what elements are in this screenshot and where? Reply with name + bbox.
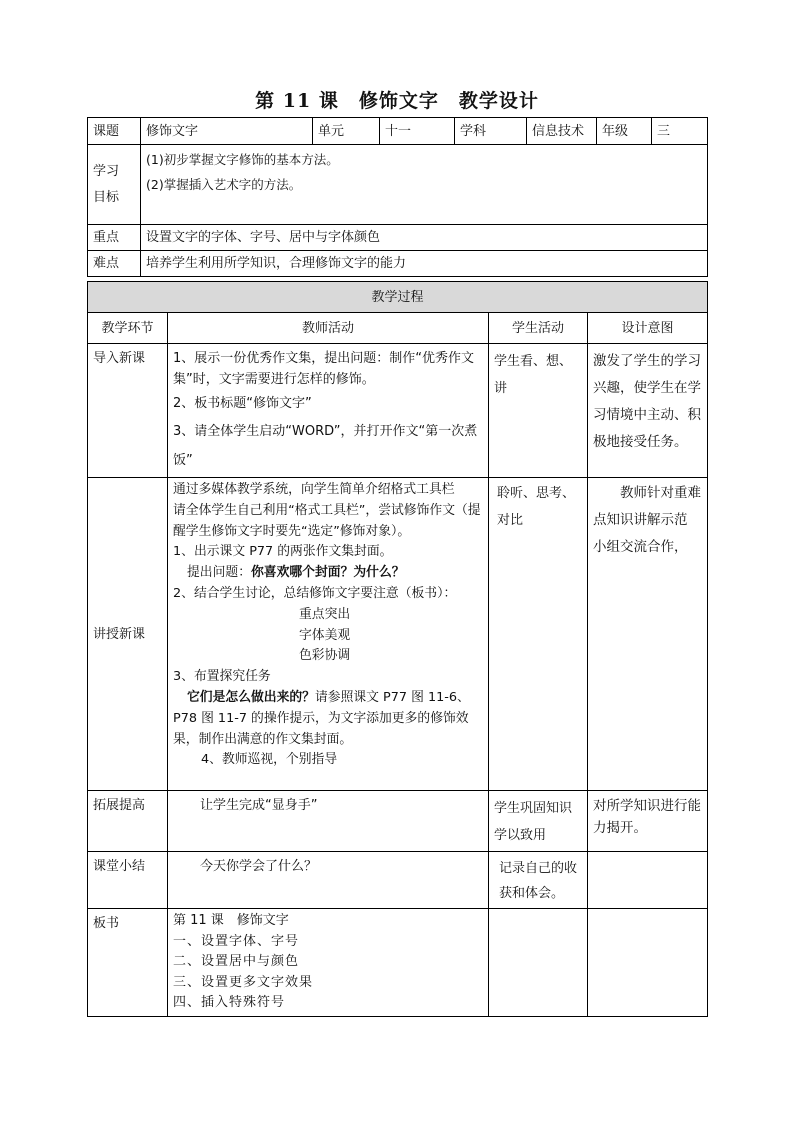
teacher-step: 1、展示一份优秀作文集，提出问题：制作“优秀作文集”时，文字需要进行怎样的修饰。	[173, 351, 475, 387]
summary-row	[88, 852, 708, 909]
design-intent: 对所学知识进行能力揭开。	[588, 791, 708, 852]
objectives-row	[88, 145, 708, 225]
column-header: 教学环节	[88, 313, 168, 344]
board-line: 二、设置居中与颜色	[173, 954, 300, 969]
topic-value: 修饰文字	[141, 118, 313, 145]
teacher-activity: 让学生完成“显身手”	[168, 791, 489, 852]
objectives-cell	[141, 145, 708, 225]
key-point-value: 设置文字的字体、字号、居中与字体颜色	[141, 225, 708, 251]
stage-label: 板书	[88, 909, 168, 1017]
board-line: 三、设置更多文字效果	[173, 974, 314, 990]
board-line: 四、插入特殊符号	[173, 995, 286, 1010]
document-title: 第 11 课 修饰文字 教学设计	[255, 90, 539, 112]
board-content	[168, 909, 489, 1017]
column-header: 设计意图	[588, 313, 708, 344]
teacher-activity: 今天你学会了什么？	[168, 852, 489, 909]
teacher-step	[173, 563, 483, 584]
teacher-step: 2、结合学生讨论，总结修饰文字要注意（板书）：	[173, 585, 457, 601]
teacher-step: 1、出示课文 P77 的两张作文集封面。	[173, 544, 393, 560]
grade-label: 年级	[597, 118, 652, 145]
topic-label: 课题	[88, 118, 141, 145]
board-line: 第 11 课 修饰文字	[173, 913, 289, 928]
teacher-activity	[168, 344, 489, 478]
question-text: 你喜欢哪个封面？为什么？	[250, 565, 405, 581]
student-activity: 记录自己的收获和体会。	[489, 852, 588, 909]
stage-label: 讲授新课	[88, 478, 168, 791]
intro-row	[88, 344, 708, 478]
summary-point: 字体美观	[299, 627, 351, 643]
teacher-step: 4、教师巡视，个别指导	[201, 752, 338, 768]
summary-point: 重点突出	[299, 606, 351, 622]
stage-label: 课堂小结	[88, 852, 168, 909]
teaching-process-table	[87, 281, 708, 1017]
teacher-step: 通过多媒体教学系统，向学生简单介绍格式工具栏	[173, 482, 455, 497]
objective-item: (1)初步掌握文字修饰的基本方法。	[146, 152, 339, 167]
difficulty-value: 培养学生利用所学知识，合理修饰文字的能力	[141, 251, 708, 277]
teacher-step	[173, 688, 483, 750]
teacher-step: 3、布置探究任务	[173, 669, 271, 685]
summary-point: 色彩协调	[299, 648, 351, 664]
board-row	[88, 909, 708, 1017]
student-activity: 聆听、思考、对比	[489, 478, 588, 791]
teacher-step: 请全体学生自己利用“格式工具栏”，尝试修饰作文（提醒学生修饰文字时要先“选定”修饰对象）。	[173, 502, 481, 539]
design-intent	[588, 478, 708, 791]
subject-label: 学科	[455, 118, 527, 145]
teacher-step: 2、板书标题“修饰文字”	[173, 396, 312, 411]
board-line: 一、设置字体、字号	[173, 933, 300, 949]
design-intent	[588, 852, 708, 909]
student-activity	[489, 909, 588, 1017]
column-header: 教师活动	[168, 313, 489, 344]
stage-label: 拓展提高	[88, 791, 168, 852]
student-activity: 学生巩固知识学以致用	[489, 791, 588, 852]
stage-label: 导入新课	[88, 344, 168, 478]
grade-value: 三	[652, 118, 708, 145]
column-header: 学生活动	[489, 313, 588, 344]
teacher-activity	[168, 478, 489, 791]
design-intent	[588, 909, 708, 1017]
task-instructions: 请参照课文 P77 图 11-6、P78 图 11-7 的操作提示，为文字添加更多的修饰效果，制作出满意的作文集封面。	[173, 689, 470, 747]
design-intent: 激发了学生的学习兴趣，使学生在学习情境中主动、积极地接受任务。	[588, 344, 708, 478]
unit-value: 十一	[380, 118, 455, 145]
process-heading: 教学过程	[88, 282, 708, 313]
subject-value: 信息技术	[527, 118, 597, 145]
info-row	[88, 118, 708, 145]
objectives-label-text: 学习目标	[93, 163, 120, 205]
student-activity: 学生看、想、讲	[489, 344, 588, 478]
intent-text: 小组交流合作，	[593, 539, 688, 555]
extend-row	[88, 791, 708, 852]
question-prefix: 提出问题：	[187, 565, 251, 581]
objective-item: (2)掌握插入艺术字的方法。	[146, 177, 302, 192]
objectives-label	[88, 145, 141, 225]
difficulty-row	[88, 251, 708, 277]
teacher-step: 3、请全体学生启动“WORD”，并打开作文“第一次煮饭”	[173, 424, 478, 468]
unit-label: 单元	[313, 118, 380, 145]
teach-row	[88, 478, 708, 791]
lesson-info-table	[87, 117, 708, 277]
task-question: 它们是怎么做出来的？	[187, 689, 315, 705]
process-heading-row	[88, 282, 708, 313]
intent-text: 教师针对重难点知识讲解示范	[593, 485, 701, 528]
column-header-row	[88, 313, 708, 344]
key-point-label: 重点	[88, 225, 141, 251]
key-point-row	[88, 225, 708, 251]
difficulty-label: 难点	[88, 251, 141, 277]
